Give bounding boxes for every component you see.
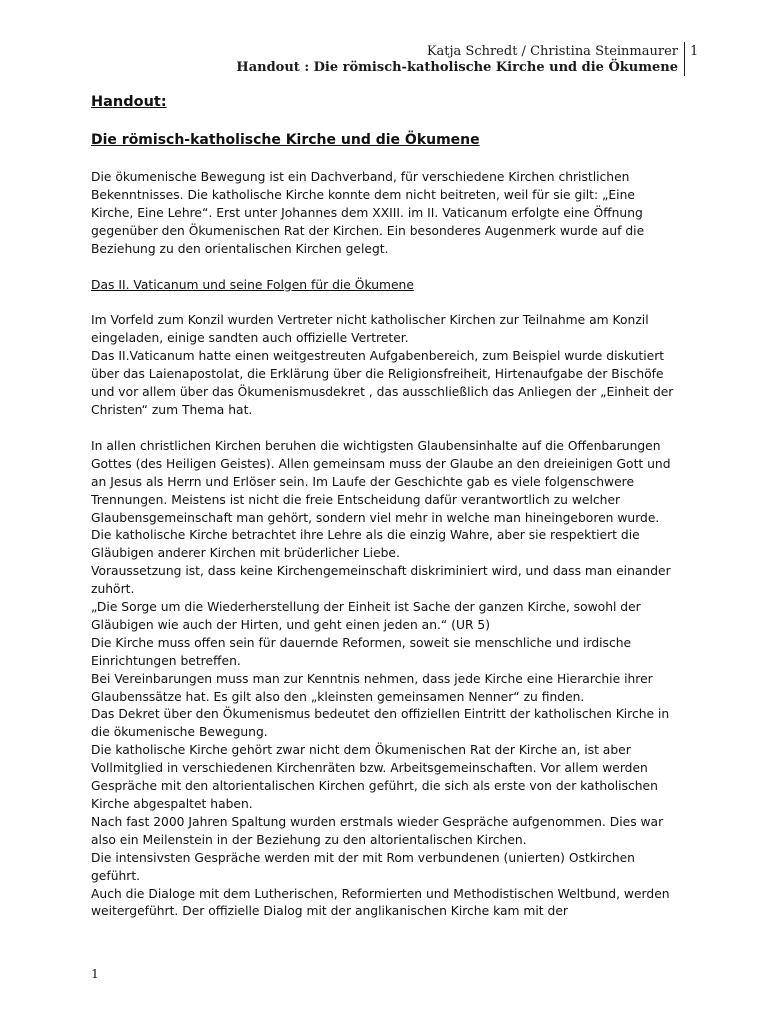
paragraph: In allen christlichen Kirchen beruhen die wichtigsten Glaubensinhalte auf die Offenbarungen Gottes (des Heiligen Geistes). Allen gemeinsam muss der Glaube an den dreieinigen Gott und an Jesus als Herrn und Erlöser sein. Im Laufe der Geschichte gab es viele folgenschwere Trennungen. Meistens ist nicht die freie Entscheidung dafür verantwortlich zu welcher Glaubensgemeinschaft man gehört, sondern viel mehr in welche man hineingeboren wurde.	[91, 438, 671, 525]
paragraph: Die katholische Kirche betrachtet ihre Lehre als die einzig Wahre, aber sie respektiert die Gläubigen anderer Kirchen mit brüderlicher Liebe.	[91, 528, 640, 561]
paragraph: Im Vorfeld zum Konzil wurden Vertreter nicht katholischer Kirchen zur Teilnahme am Konzil eingeladen, einige sandten auch offizielle Vertreter.	[91, 313, 649, 346]
paragraph: Voraussetzung ist, dass keine Kirchengemeinschaft diskriminiert wird, und dass man einander zuhört.	[91, 564, 671, 597]
document-body	[91, 93, 681, 921]
header-authors: Katja Schredt / Christina Steinmaurer	[426, 44, 678, 59]
header-page-number: 1	[690, 44, 699, 59]
paragraph: Das Dekret über den Ökumenismus bedeutet den offiziellen Eintritt der katholischen Kirche in die ökumenische Bewegung.	[91, 707, 670, 740]
paragraph: Die Kirche muss offen sein für dauernde Reformen, soweit sie menschliche und irdische Einrichtungen betreffen.	[91, 635, 632, 668]
paragraph-block-2	[91, 438, 681, 921]
section-subheading: Das II. Vaticanum und seine Folgen für die Ökumene	[91, 277, 414, 292]
paragraph: Bei Vereinbarungen muss man zur Kenntnis nehmen, dass jede Kirche eine Hierarchie ihrer Glaubenssätze hat. Es gilt also den „kleinsten gemeinsamen Nenner“ zu finden.	[91, 671, 653, 704]
handout-heading: Handout:	[91, 94, 167, 110]
paragraph: Die intensivsten Gespräche werden mit der mit Rom verbundenen (unierten) Ostkirchen geführt.	[91, 850, 635, 883]
footer-page-number: 1	[91, 966, 99, 981]
paragraph: Nach fast 2000 Jahren Spaltung wurden erstmals wieder Gespräche aufgenommen. Dies war also ein Meilenstein in der Beziehung zu den altorientalischen Kirchen.	[91, 814, 664, 847]
paragraph-block-1	[91, 312, 681, 419]
header-title: Handout : Die römisch-katholische Kirche und die Ökumene	[236, 60, 678, 75]
document-title: Die römisch-katholische Kirche und die Ökumene	[91, 132, 480, 148]
paragraph: Das II.Vaticanum hatte einen weitgestreuten Aufgabenbereich, zum Beispiel wurde diskutiert über das Laienapostolat, die Erklärung über die Religionsfreiheit, Hirtenaufgabe der Bischöfe und vor allem über das Ökumenismusdekret , das ausschließlich das Anliegen der „Einheit der Christen“ zum Thema hat.	[91, 349, 674, 417]
running-header	[118, 44, 678, 76]
header-divider	[684, 42, 685, 76]
quote-paragraph: „Die Sorge um die Wiederherstellung der Einheit ist Sache der ganzen Kirche, sowohl der Gläubigen wie auch der Hirten, und geht einen jeden an.“ (UR 5)	[91, 600, 641, 632]
paragraph: Auch die Dialoge mit dem Lutherischen, Reformierten und Methodistischen Weltbund, werden weitergeführt. Der offizielle Dialog mit der anglikanischen Kirche kam mit der	[91, 886, 670, 919]
paragraph: Die katholische Kirche gehört zwar nicht dem Ökumenischen Rat der Kirche an, ist aber Vollmitglied in verschiedenen Kirchenräten bzw. Arbeitsgemeinschaften. Vor allem werden Gespräche mit den altorientalischen Kirchen geführt, die sich als erste von der katholischen Kirche abgespaltet haben.	[91, 743, 658, 811]
intro-paragraph: Die ökumenische Bewegung ist ein Dachverband, für verschiedene Kirchen christlichen Bekenntnisses. Die katholische Kirche konnte dem nicht beitreten, weil für sie gilt: „Eine Kirche, Eine Lehre“. Erst unter Johannes dem XXIII. im II. Vaticanum erfolgte eine Öffnung gegenüber den Ökumenischen Rat der Kirchen. Ein besonderes Augenmerk wurde auf die Beziehung zu den orientalischen Kirchen gelegt.	[91, 170, 645, 256]
